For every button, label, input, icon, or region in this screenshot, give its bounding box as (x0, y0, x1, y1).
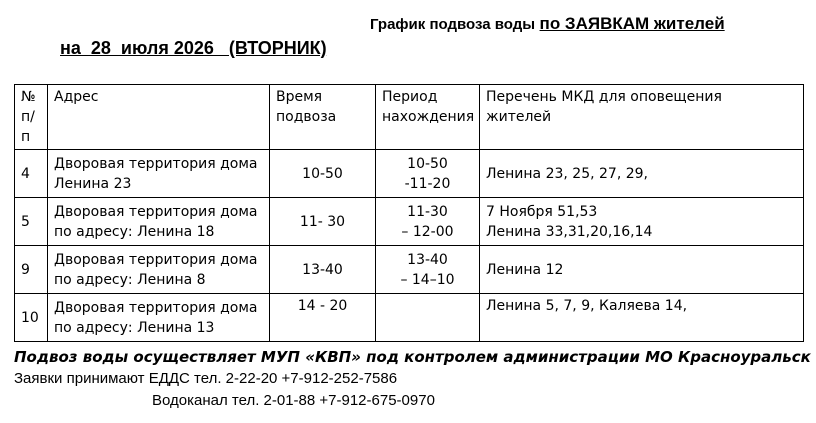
title-plain: График подвоза воды (370, 16, 536, 33)
row-num: 4 (15, 150, 48, 198)
row-num: 5 (15, 198, 48, 246)
header-list: Перечень МКД для оповещения жителей (480, 85, 804, 150)
row-period: 10-50 -11-20 (376, 150, 480, 198)
header-period: Период нахождения (376, 85, 480, 150)
row-list: 7 Ноября 51,53 Ленина 33,31,20,16,14 (480, 198, 804, 246)
row-time: 14 - 20 (270, 294, 376, 342)
footer-operator-note: Подвоз воды осуществляет МУП «КВП» под контролем администрации МО Красноуральск (14, 348, 811, 366)
header-num: № п/п (15, 85, 48, 150)
footer-requests-edds: Заявки принимают ЕДДС тел. 2-22-20 +7-912-252-7586 (14, 370, 398, 387)
header-address: Адрес (48, 85, 270, 150)
schedule-date: на 28 июля 2026 (ВТОРНИК) (60, 38, 327, 58)
row-address: Дворовая территория дома по адресу: Ленина 18 (48, 198, 270, 246)
row-period: 11-30 – 12-00 (376, 198, 480, 246)
row-list: Ленина 12 (480, 246, 804, 294)
table-header-row (15, 85, 804, 150)
table-row (15, 246, 804, 294)
table-row (15, 294, 804, 342)
row-list: Ленина 23, 25, 27, 29, (480, 150, 804, 198)
row-address: Дворовая территория дома по адресу: Ленина 8 (48, 246, 270, 294)
footer-requests-vodokanal: Водоканал тел. 2-01-88 +7-912-675-0970 (152, 392, 435, 409)
row-address: Дворовая территория дома по адресу: Ленина 13 (48, 294, 270, 342)
row-time: 10-50 (270, 150, 376, 198)
water-delivery-table (14, 84, 804, 342)
table-row (15, 198, 804, 246)
row-address: Дворовая территория дома Ленина 23 (48, 150, 270, 198)
row-num: 9 (15, 246, 48, 294)
row-period: 13-40 – 14–10 (376, 246, 480, 294)
row-list: Ленина 5, 7, 9, Каляева 14, (480, 294, 804, 342)
row-period (376, 294, 480, 342)
row-num: 10 (15, 294, 48, 342)
row-time: 13-40 (270, 246, 376, 294)
document-title (370, 14, 725, 34)
table-row (15, 150, 804, 198)
row-time: 11- 30 (270, 198, 376, 246)
title-emphasis: по ЗАЯВКАМ жителей (539, 14, 725, 33)
header-time: Время подвоза (270, 85, 376, 150)
